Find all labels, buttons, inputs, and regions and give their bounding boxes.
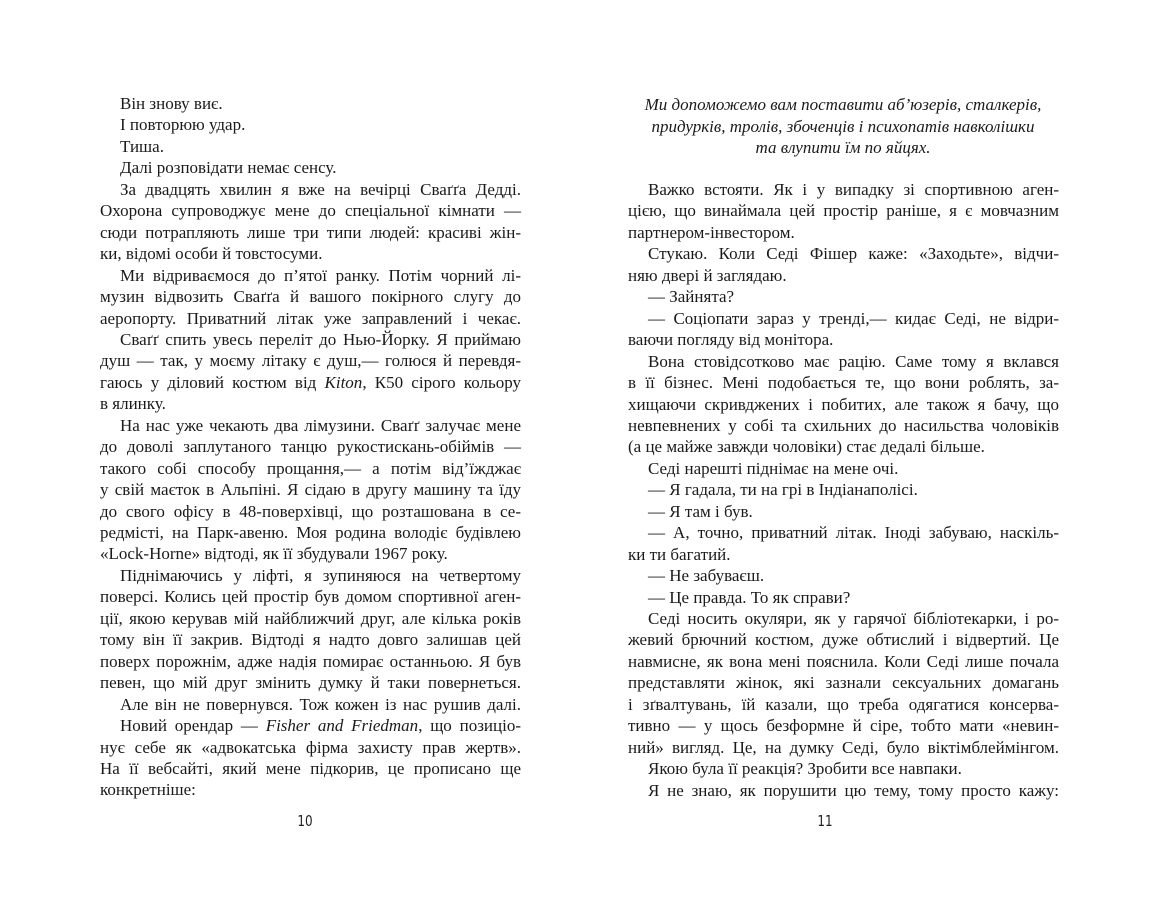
text-line: ки, відомі особи й товстосуми. (100, 244, 323, 264)
text-line: такого собі способу прощання,— а потім від’їжджає (100, 458, 521, 478)
text-line: Вона стовідсотково має рацію. Саме тому я вклався (648, 351, 1059, 371)
text-line: — А, точно, приватний літак. Іноді забуваю, наскіль- (648, 523, 1059, 543)
text-line: Далі розповідати немає сенсу. (120, 158, 337, 178)
text-line: тому він її закрив. Відтоді я надто довго залишав цей (100, 630, 521, 650)
text-line: — Не забуваєш. (648, 566, 765, 586)
text-line: ції, якою керував мій найближчий друг, але кілька років (100, 608, 521, 628)
epigraph-line: та влупити їм по яйцях. (755, 138, 931, 157)
text-line: поверх порожнім, адже надія помирає останньою. Я був (100, 651, 521, 671)
text-line: навмисне, як вона мені пояснила. Коли Седі лише почала (628, 651, 1059, 671)
text-line: — Зайнята? (648, 287, 735, 307)
text-line: сюди потрапляють лише три типи людей: красиві жін- (100, 222, 521, 242)
text-line: На нас уже чекають два лімузини. Сваґґ залучає мене (120, 415, 521, 435)
text-line: жевий брючний костюм, дуже обтислий і відвертий. Це (628, 630, 1059, 650)
text-line: — Соціопати зараз у тренді,— кидає Седі, не відри- (648, 308, 1059, 328)
text-line: — Я гадала, ти на грі в Індіанаполісі. (648, 480, 918, 500)
text-line: Якою була її реакція? Зробити все навпаки. (648, 759, 962, 779)
text-line: в її бізнес. Мені подобається те, що вони роблять, за- (628, 373, 1059, 393)
text-line: І повторюю удар. (120, 115, 246, 135)
text-line: няю двері й заглядаю. (628, 265, 787, 285)
text-line: Седі носить окуляри, як у гарячої бібліотекарки, і ро- (648, 609, 1059, 628)
right-page (578, 0, 1157, 900)
text-line: аеропорту. Приватний літак уже заправлений і чекає. (100, 308, 521, 328)
text-line: редмісті, на Парк-авеню. Моя родина володіє будівлею (100, 523, 521, 542)
epigraph-line: Ми допоможемо вам поставити аб’юзерів, сталкерів, (644, 95, 1042, 114)
text-line: представляти жінок, які зазнали сексуальних домагань (628, 673, 1059, 693)
text-line: Ми відриваємося до п’ятої ранку. Потім чорний лі- (120, 265, 521, 285)
text-line: — Я там і був. (648, 501, 753, 521)
text-line: поверсі. Колись цей простір був домом спортивної аген- (100, 587, 521, 607)
text-line: в ялинку. (100, 394, 166, 414)
text-line: нує себе як «адвокатська фірма захисту прав жертв». (100, 737, 521, 757)
italic-text: Fisher and Friedman (265, 716, 419, 736)
text-line: — Це правда. То як справи? (648, 587, 851, 607)
text-line: Тиша. (120, 136, 164, 156)
text-line: до доволі заплутаного танцю рукостискань-обіймів — (100, 437, 521, 457)
page-number-right: 11 (817, 812, 833, 830)
text-line: Піднімаючись у ліфті, я зупиняюся на четвертому (120, 565, 521, 585)
text-line: Сваґґ спить увесь переліт до Нью-Йорку. Я приймаю (120, 329, 521, 349)
text-line: музин відвозить Сваґґа й вашого покірного слугу до (100, 287, 521, 307)
page-number-left: 10 (297, 812, 313, 830)
text-line: За двадцять хвилин я вже на вечірці Сваґґа Дедді. (120, 179, 521, 199)
left-page (0, 0, 578, 900)
text-line: партнером-інвестором. (628, 222, 795, 242)
epigraph-line: придурків, тролів, збоченців і психопатів навколішки (651, 116, 1035, 136)
text-line: тивно — у щось безформне й сіре, тобто мати «невин- (628, 716, 1059, 736)
text-line: Седі нарешті піднімає на мене очі. (648, 458, 899, 478)
text-line: ний» вигляд. Це, на думку Седі, було віктімблеймінгом. (628, 737, 1059, 757)
text-line: ки ти багатий. (628, 544, 731, 564)
text-line: душ — так, у моєму літаку є душ,— голюся й перевдя- (100, 351, 521, 371)
text-line: цією, що винаймала цей простір раніше, я є мовчазним (628, 201, 1059, 221)
text-line: невпевнених у собі та схильних до насильства чоловіків (628, 415, 1059, 435)
text-line: гаюсь у діловий костюм від Kiton, К50 сірого кольору (100, 372, 521, 392)
text-line: Я не знаю, як порушити цю тему, тому просто кажу: (648, 780, 1059, 800)
text-line: Він знову виє. (120, 94, 223, 113)
text-line: до свого офісу в 48-поверхівці, що розташована в се- (100, 501, 521, 521)
text-line: Але він не повернувся. Тож кожен із нас рушив далі. (120, 694, 521, 714)
text-line: у свій маєток в Альпіні. Я сідаю в другу машину та їду (100, 480, 521, 500)
text-line: На її вебсайті, який мене підкорив, це прописано ще (100, 758, 521, 778)
text-line: хищаючи скривджених і побитих, але також я бачу, що (628, 394, 1059, 414)
text-line: (а це майже завжди чоловіки) стає дедалі більше. (628, 437, 985, 457)
text-line: ваючи погляду від монітора. (628, 330, 834, 350)
text-line: Охорона супроводжує мене до спеціальної кімнати — (100, 201, 521, 221)
text-line: Важко встояти. Як і у випадку зі спортивною аген- (648, 180, 1059, 199)
text-line: «Lock-Horne» відтоді, як її збудували 1967 року. (100, 544, 448, 564)
text-line: певен, що мій друг змінить думку й таки повернеться. (100, 673, 521, 693)
text-line: і зґвалтувань, їй казали, що треба одягатися консерва- (628, 694, 1059, 714)
text-line: конкретніше: (100, 780, 196, 800)
text-line: Стукаю. Коли Седі Фішер каже: «Заходьте», відчи- (648, 244, 1059, 264)
italic-text: Kiton (324, 372, 363, 392)
text-line: Новий орендар — Fisher and Friedman, що позиціо- (120, 716, 521, 736)
